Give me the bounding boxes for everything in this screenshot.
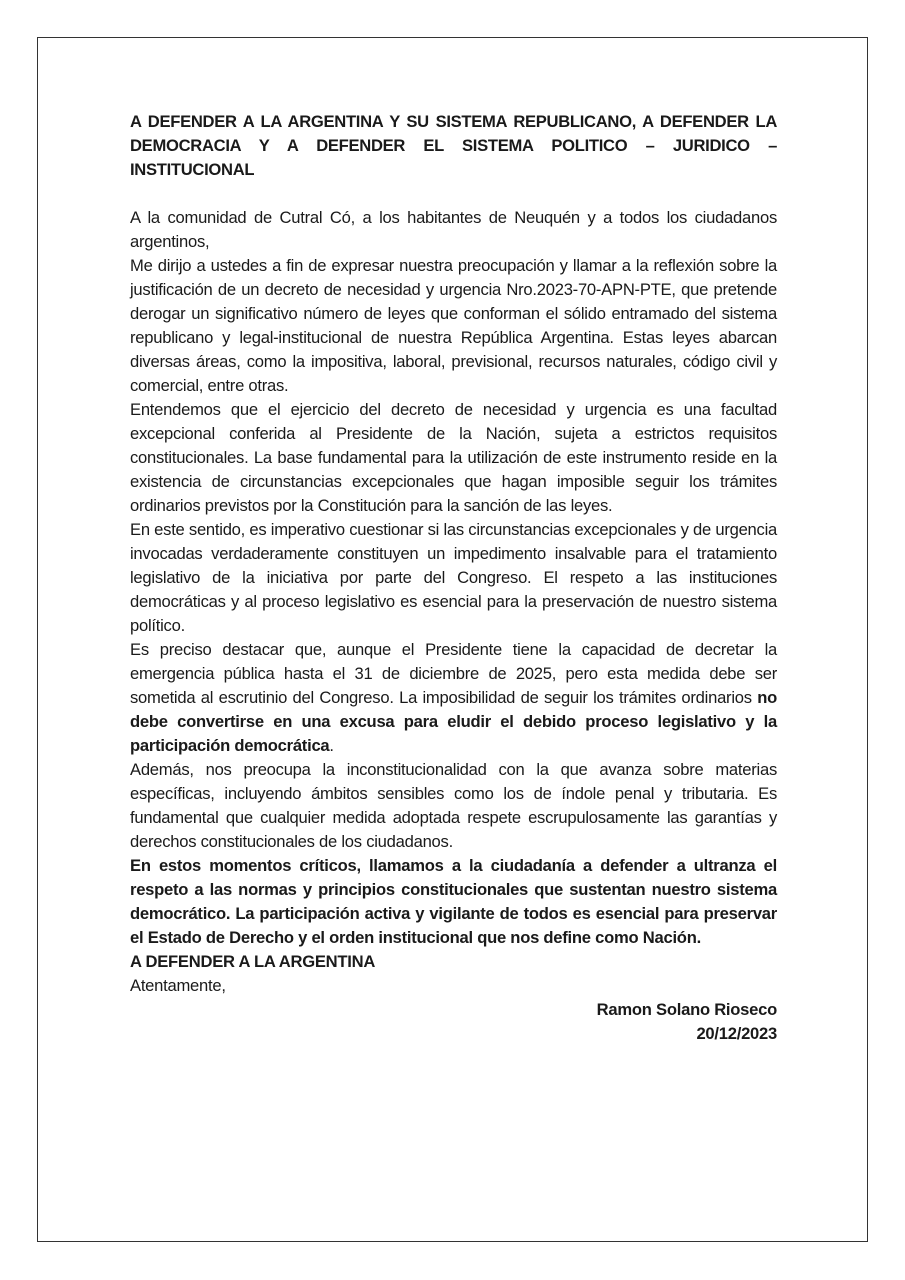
letter-title: A DEFENDER A LA ARGENTINA Y SU SISTEMA REPUBLICANO, A DEFENDER LA DEMOCRACIA Y A DEFENDER EL SISTEMA POLITICO – JURIDICO – INSTITUCIONAL	[130, 112, 777, 179]
paragraph-emergency-text: Es preciso destacar que, aunque el Presidente tiene la capacidad de decretar la emergencia pública hasta el 31 de diciembre de 2025, pero esta medida debe ser sometida al escrutinio del Congreso. La imposibilidad de seguir los trámites ordinarios	[130, 640, 777, 707]
paragraph-emergency-emphasis: no debe convertirse en una excusa para eludir el debido proceso legislativo y la participación democrática	[130, 688, 777, 755]
letter-content	[130, 110, 777, 1046]
closing-phrase: Atentamente,	[130, 976, 226, 995]
signature-date: 20/12/2023	[696, 1024, 777, 1043]
paragraph-urgency-question: En este sentido, es imperativo cuestionar si las circunstancias excepcionales y de urgencia invocadas verdaderamente constituyen un impedimento insalvable para el tratamiento legislativo de la iniciativa por parte del Congreso. El respeto a las instituciones democráticas y al proceso legislativo es esencial para la preservación de nuestro sistema político.	[130, 520, 777, 635]
signature-name: Ramon Solano Rioseco	[596, 1000, 777, 1019]
paragraph-emergency	[130, 638, 777, 758]
paragraph-decree: Me dirijo a ustedes a fin de expresar nuestra preocupación y llamar a la reflexión sobre la justificación de un decreto de necesidad y urgencia Nro.2023-70-APN-PTE, que pretende derogar un significativo número de leyes que conforman el sólido entramado del sistema republicano y legal-institucional de nuestra República Argentina. Estas leyes abarcan diversas áreas, como la impositiva, laboral, previsional, recursos naturales, código civil y comercial, entre otras.	[130, 256, 777, 395]
closing-slogan: A DEFENDER A LA ARGENTINA	[130, 952, 376, 971]
call-to-action: En estos momentos críticos, llamamos a la ciudadanía a defender a ultranza el respeto a las normas y principios constitucionales que sustentan nuestro sistema democrático. La participación activa y vigilante de todos es esencial para preservar el Estado de Derecho y el orden institucional que nos define como Nación.	[130, 856, 777, 947]
paragraph-unconstitutionality: Además, nos preocupa la inconstitucionalidad con la que avanza sobre materias específicas, incluyendo ámbitos sensibles como los de índole penal y tributaria. Es fundamental que cualquier medida adoptada respete escrupulosamente las garantías y derechos constitucionales de los ciudadanos.	[130, 760, 777, 851]
salutation: A la comunidad de Cutral Có, a los habitantes de Neuquén y a todos los ciudadanos argentinos,	[130, 208, 777, 251]
paragraph-emergency-end: .	[329, 736, 334, 755]
paragraph-dnu-faculty: Entendemos que el ejercicio del decreto de necesidad y urgencia es una facultad excepcional conferida al Presidente de la Nación, sujeta a estrictos requisitos constitucionales. La base fundamental para la utilización de este instrumento reside en la existencia de circunstancias excepcionales que hagan imposible seguir los trámites ordinarios previstos por la Constitución para la sanción de las leyes.	[130, 400, 777, 515]
